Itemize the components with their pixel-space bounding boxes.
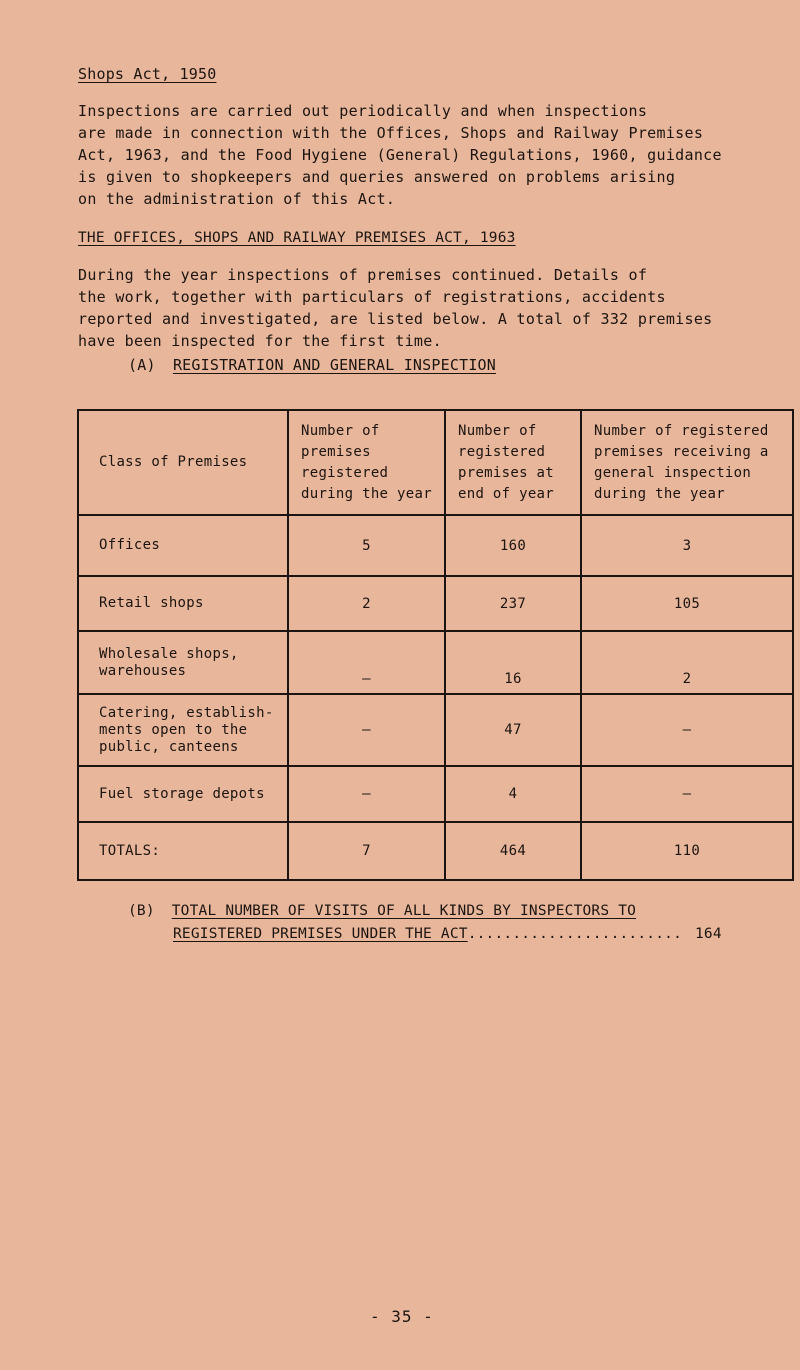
- table-row: [78, 576, 793, 631]
- cell-registered-end-of-year: 47: [445, 694, 581, 766]
- row-label: Fuel storage depots: [78, 766, 288, 822]
- cell-general-inspection: 2: [581, 631, 793, 694]
- registration-table: [77, 409, 794, 881]
- section-b-line1: TOTAL NUMBER OF VISITS OF ALL KINDS BY INSPECTORS TO: [171, 903, 637, 919]
- section-b-prefix: (B): [128, 903, 155, 919]
- cell-registered-end-of-year: 237: [445, 576, 581, 631]
- table-row: [78, 766, 793, 822]
- cell-registered-during-year: –: [288, 631, 445, 694]
- shops-act-paragraph: Inspections are carried out periodically and when inspections are made in connection with the Offices, Shops and Railway Premises Act, 1963, and the Food Hygiene (General) Regulations, 1960, guidance is given to shopkeepers and queries answered on problems arising on the administration of this Act.: [78, 102, 722, 208]
- cell-registered-end-of-year: 160: [445, 515, 581, 576]
- section-a-prefix: (A): [128, 356, 156, 374]
- row-label: Wholesale shops, warehouses: [78, 631, 288, 694]
- table-row: [78, 694, 793, 766]
- cell-general-inspection: –: [581, 694, 793, 766]
- section-b-heading: [128, 903, 636, 919]
- offices-act-title: THE OFFICES, SHOPS AND RAILWAY PREMISES ACT, 1963: [78, 230, 516, 246]
- row-label: TOTALS:: [78, 822, 288, 880]
- cell-registered-during-year: 7: [288, 822, 445, 880]
- header-registered-during-year: Number of premises registered during the year: [288, 410, 445, 515]
- page-number: - 35 -: [370, 1307, 434, 1326]
- section-a-title: REGISTRATION AND GENERAL INSPECTION: [172, 356, 497, 374]
- cell-general-inspection: –: [581, 766, 793, 822]
- section-a-heading: [128, 356, 496, 374]
- section-b-leader: ........................: [467, 926, 683, 942]
- row-label: Catering, establish- ments open to the public, canteens: [78, 694, 288, 766]
- table-row: [78, 515, 793, 576]
- cell-registered-during-year: 5: [288, 515, 445, 576]
- cell-registered-end-of-year: 16: [445, 631, 581, 694]
- table-row: [78, 631, 793, 694]
- cell-registered-during-year: –: [288, 766, 445, 822]
- section-b-line2: REGISTERED PREMISES UNDER THE ACT: [173, 926, 468, 942]
- cell-general-inspection: 3: [581, 515, 793, 576]
- header-class-of-premises: Class of Premises: [78, 410, 288, 515]
- header-general-inspection: Number of registered premises receiving a general inspection during the year: [581, 410, 793, 515]
- row-label: Retail shops: [78, 576, 288, 631]
- header-registered-end-of-year: Number of registered premises at end of year: [445, 410, 581, 515]
- section-b-value: 164: [694, 926, 722, 942]
- table-header-row: [78, 410, 793, 515]
- cell-registered-during-year: 2: [288, 576, 445, 631]
- section-b-line2-row: [173, 926, 722, 942]
- cell-registered-during-year: –: [288, 694, 445, 766]
- shops-act-title: Shops Act, 1950: [78, 65, 217, 83]
- cell-general-inspection: 105: [581, 576, 793, 631]
- cell-registered-end-of-year: 464: [445, 822, 581, 880]
- offices-act-paragraph: During the year inspections of premises continued. Details of the work, together with particulars of registrations, accidents reported and investigated, are listed below. A total of 332 premises have been inspected for the first time.: [78, 266, 713, 350]
- row-label: Offices: [78, 515, 288, 576]
- cell-registered-end-of-year: 4: [445, 766, 581, 822]
- table-row-totals: [78, 822, 793, 880]
- cell-general-inspection: 110: [581, 822, 793, 880]
